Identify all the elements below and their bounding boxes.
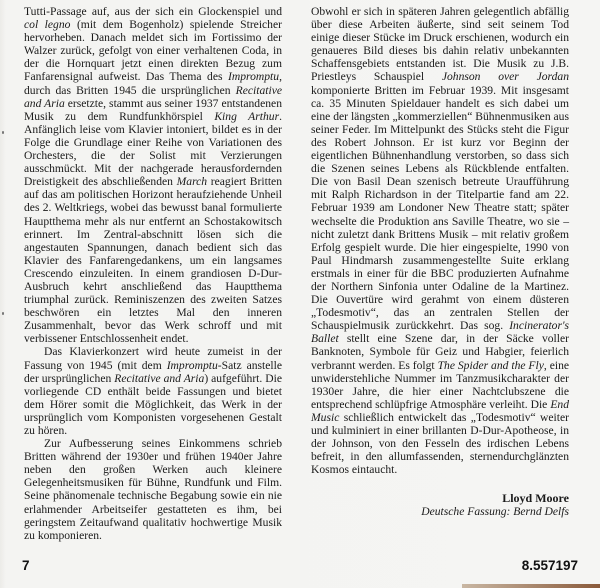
text-run: schließlich entwickelt das „Todesmotiv“ weiter und kulminiert in einer brillanten D-Dur-Apotheose, in der Johnson, von den Fesseln des irdischen Lebens befreit, in den allumfassenden, sternendurchglänzten Kosmos eintaucht. [311,410,569,477]
italic-title: King Arthur [214,109,280,123]
italic-title: March [176,175,208,189]
text-run: stellt eine Szene dar, in der Säcke voller Banknoten, Symbole für Geiz und Habgier, feierlich verbrannt werden. Es folgt [311,332,569,372]
page-number: 7 [22,558,30,573]
italic-title: Incinerator's Ballet [311,319,569,346]
paragraph [311,5,569,476]
italic-title: The Spider and the Fly [437,358,544,372]
catalog-number: 8.557197 [521,558,578,573]
paragraph [24,345,282,437]
right-column [311,5,569,519]
italic-title: Johnson over Jordan [441,70,569,84]
text-run: Tutti-Passage auf, aus der sich ein Glockenspiel und [24,5,282,18]
scan-speck [2,131,4,134]
italic-title: Recitative and Aria [24,83,282,110]
text-run: , eine unwiderstehliche Nummer im Tanzmusikcharakter der 1930er Jahre, die hier einer Nachtclubszene die entsprechend schlüpfrige Atmosphäre verleiht. Die [311,358,570,411]
paragraph [24,5,282,345]
text-run: ) aufgeführt. Die vorliegende CD enthält beide Fassungen und bietet dem Hörer somit die Möglichkeit, das Werk in der ursprünglich vom Komponisten vorgesehenen Gestalt zu hören. [24,371,282,437]
scan-speck [2,312,4,315]
author-name: Lloyd Moore [502,491,569,506]
translation-credit: Deutsche Fassung: Bernd Delfs [421,505,569,519]
text-run: , durch das Britten 1945 die ursprünglichen [24,70,282,97]
text-run: Das Klavierkonzert wird heute zumeist in der Fassung von 1945 (mit dem [24,345,282,372]
italic-title: col legno [24,18,71,32]
italic-title: End Music [311,397,569,424]
italic-title: Impromptu [166,358,218,372]
text-run: reagiert Britten auf das am politischen Horizont heraufziehende Unheil des 2. Weltkriegs, wobei das bewusst banal formulierte Hauptthema mehr als nur entfernt an Schostakowitsch erinnert. Im Zentral-abschnitt lösen sich die angestauten Spannungen, danach bedient sich das Klavier des Fanfarengedankens, um ein langsames Crescendo einzuleiten. In einem grandiosen D-Dur-Ausbruch kehrt anschließend das Hauptthema triumphal zurück. Reminiszenzen des zweiten Satzes beschwören ein letztes Mal den inneren Zusammenhalt, bevor das Werk schroff und mit verbissener Entschlossenheit endet. [24,175,282,346]
italic-title: Impromptu [227,70,280,84]
text-run: (mit dem Bogenholz) spielende Streicher hervorheben. Danach meldet sich im Fortissimo der Walzer zurück, gefolgt von einer verhaltenen Coda, in der die Hornquart jetzt einen direkten Bezug zum Fanfarensignal aufweist. Das Thema des [24,18,282,84]
text-run: ersetzte, stammt aus seiner 1937 entstandenen Musik zu dem Rundfunkhörspiel [24,96,282,123]
italic-title: Recitative and Aria [114,371,205,385]
signature-block [311,492,569,518]
paragraph [24,437,282,542]
text-run: komponierte Britten im Februar 1939. Mit insgesamt ca. 35 Minuten Spieldauer handelt es sich dabei um eine der längsten „kommerziellen“ Bühnenmusiken aus seiner Feder. Im Mittelpunkt des Stücks steht die Figur des Robert Johnson. Er ist kurz vor Beginn der eigentlichen Bühnenhandlung verstorben, so dass sich die Szenen seines Lebens als Rückblende entfalten. Die von Basil Dean szenisch betreute Uraufführung mit Ralph Richardson in der Titelpartie fand am 22. Februar 1939 am Londoner New Theatre statt; später wechselte die Produktion ans Saville Theatre, wo sie – nicht zuletzt dank Brittens Musik – mit relativ großem Erfolg gespielt wurde. Die hier eingespielte, 1990 von Paul Hindmarsh zusammengestellte Suite erklang erstmals in einer für die BBC produzierten Aufnahme der Northern Sinfonia unter Odaline de la Martinez. Die Ouvertüre wird gerahmt von einem düsteren „Todesmotiv“, das an zentralen Stellen der Schauspielmusik zurückkehrt. Das sog. [311,83,569,333]
text-run: -Satz anstelle der ursprünglichen [24,358,282,385]
text-run: Obwohl er sich in späteren Jahren gelegentlich abfällig über diese Arbeiten äußerte, sind seit seinem Tod einige dieser Stücke im Druck erschienen, wodurch ein genaueres Bild dieses bis dahin relativ unbekannten Schaffensgebiets entstanden ist. Die Musik zu J.B. Priestleys Schauspiel [311,5,569,84]
text-run: . Anfänglich leise vom Klavier intoniert, bildet es in der Folge die Grundlage einer Reihe von Variationen des Orchesters, die der Solist mit Verzierungen ausschmückt. Mit der nachgerade herausfordernden Dreistigkeit des abschließenden [24,109,282,189]
left-column [24,5,282,542]
scan-edge [462,584,600,588]
text-run: Zur Aufbesserung seines Einkommens schrieb Britten während der 1930er und frühen 1940er Jahre neben den großen Werken auch kleinere Gelegenheitsmusiken für Bühne, Rundfunk und Film. Seine phänomenale technische Begabung sowie ein nie erlahmender Arbeitseifer gestatteten es ihm, bei geringstem Zeitaufwand qualitativ hochwertige Musik zu komponieren. [24,437,282,542]
